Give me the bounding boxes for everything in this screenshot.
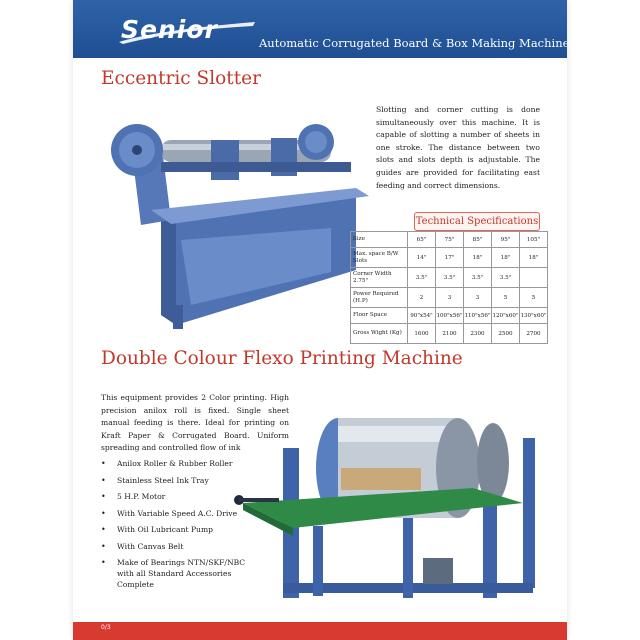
flexo-printing-machine-image — [223, 408, 553, 614]
spec-cell: 18" — [492, 248, 520, 268]
spec-cell: 17" — [436, 248, 464, 268]
brand-logo: Senior — [121, 15, 218, 44]
spec-cell: 5 — [520, 288, 548, 308]
spec-label: Power Required (H.P) — [351, 288, 408, 308]
spec-cell: 3 — [464, 288, 492, 308]
spec-cell: 3.5" — [436, 268, 464, 288]
header-bar — [73, 0, 582, 58]
spec-cell: 2500 — [492, 324, 520, 344]
spec-label: Corner Width 2.75" — [351, 268, 408, 288]
spec-cell: 18" — [520, 248, 548, 268]
spec-cell: 65" — [408, 232, 436, 248]
spec-cell: 120"x60" — [492, 308, 520, 324]
table-row — [351, 232, 548, 248]
list-item: • Stainless Steel Ink Tray — [101, 475, 251, 486]
brochure-page — [73, 0, 582, 640]
spec-cell: 100"x56" — [436, 308, 464, 324]
spec-cell: 14" — [408, 248, 436, 268]
list-item: • With Canvas Belt — [101, 541, 251, 552]
spec-label: Floor Space — [351, 308, 408, 324]
table-row — [351, 288, 548, 308]
technical-specifications-badge: Technical Specifications — [414, 212, 540, 231]
spec-cell: 18" — [464, 248, 492, 268]
slotter-description: Slotting and corner cutting is done simultaneously over this machine. It is capable of slotting a number of sheets in one stroke. The distance between two slots and slots depth is adjustable. The guides are provided for facilitating east feeding and correct dimensions. — [376, 105, 540, 190]
section-title-flexo: Double Colour Flexo Printing Machine — [101, 348, 463, 369]
spec-cell: 110"x56" — [464, 308, 492, 324]
list-item: • Make of Bearings NTN/SKF/NBC with all Standard Accessories Complete — [101, 557, 251, 590]
section-title-slotter: Eccentric Slotter — [101, 68, 261, 89]
spec-cell: 105" — [520, 232, 548, 248]
header-tagline: Automatic Corrugated Board & Box Making Machinery — [259, 36, 582, 50]
spec-cell: 2100 — [436, 324, 464, 344]
page-number: 0/3 — [101, 624, 111, 631]
spec-cell: 1600 — [408, 324, 436, 344]
spec-cell: 95" — [492, 232, 520, 248]
list-item: • With Oil Lubricant Pump — [101, 524, 251, 535]
spec-cell: 3.5" — [464, 268, 492, 288]
spec-cell: 3 — [436, 288, 464, 308]
table-row — [351, 324, 548, 344]
spec-label: Max. space B/W Slots — [351, 248, 408, 268]
spec-cell: 90"x54" — [408, 308, 436, 324]
spec-cell: 130"x60" — [520, 308, 548, 324]
spec-table — [350, 231, 548, 344]
footer-bar — [73, 622, 567, 640]
spec-cell: 3.5" — [492, 268, 520, 288]
spec-cell: 5 — [492, 288, 520, 308]
spec-label: Gross Wight (Kg) — [351, 324, 408, 344]
spec-cell: 3.5" — [408, 268, 436, 288]
spec-cell: 2 — [408, 288, 436, 308]
spec-label: Size — [351, 232, 408, 248]
list-item: • Anilox Roller & Rubber Roller — [101, 458, 251, 469]
list-item: • With Variable Speed A.C. Drive — [101, 508, 251, 519]
spec-cell — [520, 268, 548, 288]
spec-cell: 75" — [436, 232, 464, 248]
spec-cell: 2300 — [464, 324, 492, 344]
list-item: • 5 H.P. Motor — [101, 491, 251, 502]
table-row — [351, 308, 548, 324]
flexo-description: This equipment provides 2 Color printing. High precision anilox roll is fixed. Single sheet manual feeding is there. Ideal for printing on Kraft Paper & Corrugated Board. Uniform spreading and controlled flow of ink — [101, 393, 289, 453]
eccentric-slotter-image — [101, 100, 371, 334]
spec-cell: 85" — [464, 232, 492, 248]
table-row — [351, 248, 548, 268]
table-row — [351, 268, 548, 288]
spec-cell: 2700 — [520, 324, 548, 344]
